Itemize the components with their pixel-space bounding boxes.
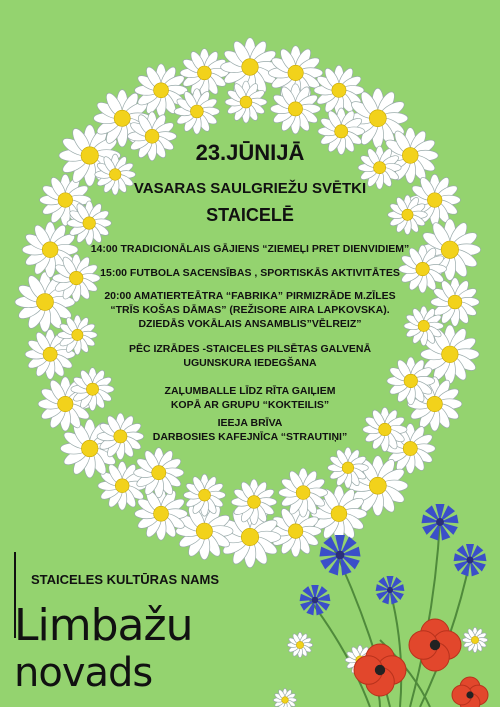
program-item bbox=[60, 289, 440, 331]
program-item bbox=[60, 242, 440, 256]
event-title: VASARAS SAULGRIEŽU SVĒTKI bbox=[133, 180, 367, 197]
daisy-flower bbox=[270, 84, 320, 134]
program-item-line: KOPĀ AR GRUPU “KOKTEILIS” bbox=[170, 399, 330, 411]
program-item bbox=[60, 342, 440, 370]
poppy bbox=[452, 677, 488, 707]
logo-text-novads: novads bbox=[14, 650, 153, 696]
program-item-line: 14:00 TRADICIONĀLAIS GĀJIENS “ZIEMEĻI PRET DIENVIDIEM” bbox=[90, 243, 410, 255]
event-date: 23.JŪNIJĀ bbox=[195, 140, 305, 165]
program-item bbox=[60, 266, 440, 280]
logo-text-limbazu: Limbažu bbox=[14, 600, 193, 651]
program-item-line: DZIEDĀS VOKĀLAIS ANSAMBLIS”VĒLREIZ” bbox=[138, 318, 362, 330]
program-item-line: UGUNSKURA IEDEGŠANA bbox=[183, 357, 317, 369]
program-item-line: “TRĪS KOŠAS DĀMAS” (REŽISORE AIRA LAPKOVSKA). bbox=[110, 304, 390, 316]
program-item bbox=[60, 384, 440, 412]
program-item-line: DARBOSIES KAFEJNĪCA “STRAUTIŅI” bbox=[152, 431, 348, 443]
daisy-flower bbox=[462, 627, 487, 652]
program-item-line: 20:00 AMATIERTEĀTRA “FABRIKA” PIRMIZRĀDE M.ZĪLES bbox=[104, 290, 396, 302]
organizer-name: STAICELES KULTŪRAS NAMS bbox=[31, 572, 220, 587]
program-item-line: PĒC IZRĀDES -STAICELES PILSĒTAS GALVENĀ bbox=[128, 343, 372, 355]
program-item-line: 15:00 FUTBOLA SACENSĪBAS , SPORTISKĀS AKTIVITĀTES bbox=[100, 267, 400, 279]
wildflower-bouquet-illustration bbox=[270, 500, 500, 707]
program-item-line: ZAĻUMBALLE LĪDZ RĪTA GAIĻIEM bbox=[164, 385, 336, 397]
daisy-flower bbox=[287, 632, 312, 657]
cornflower bbox=[300, 585, 331, 615]
cornflower bbox=[376, 576, 405, 604]
program-item bbox=[60, 416, 440, 444]
event-location: STAICELĒ bbox=[206, 205, 294, 225]
program-item-line: IEEJA BRĪVA bbox=[217, 417, 283, 429]
cornflower bbox=[319, 535, 360, 576]
daisy-flower bbox=[273, 688, 296, 707]
cornflower bbox=[454, 544, 487, 576]
daisy-flower bbox=[134, 448, 184, 498]
daisy-flower bbox=[174, 89, 219, 134]
